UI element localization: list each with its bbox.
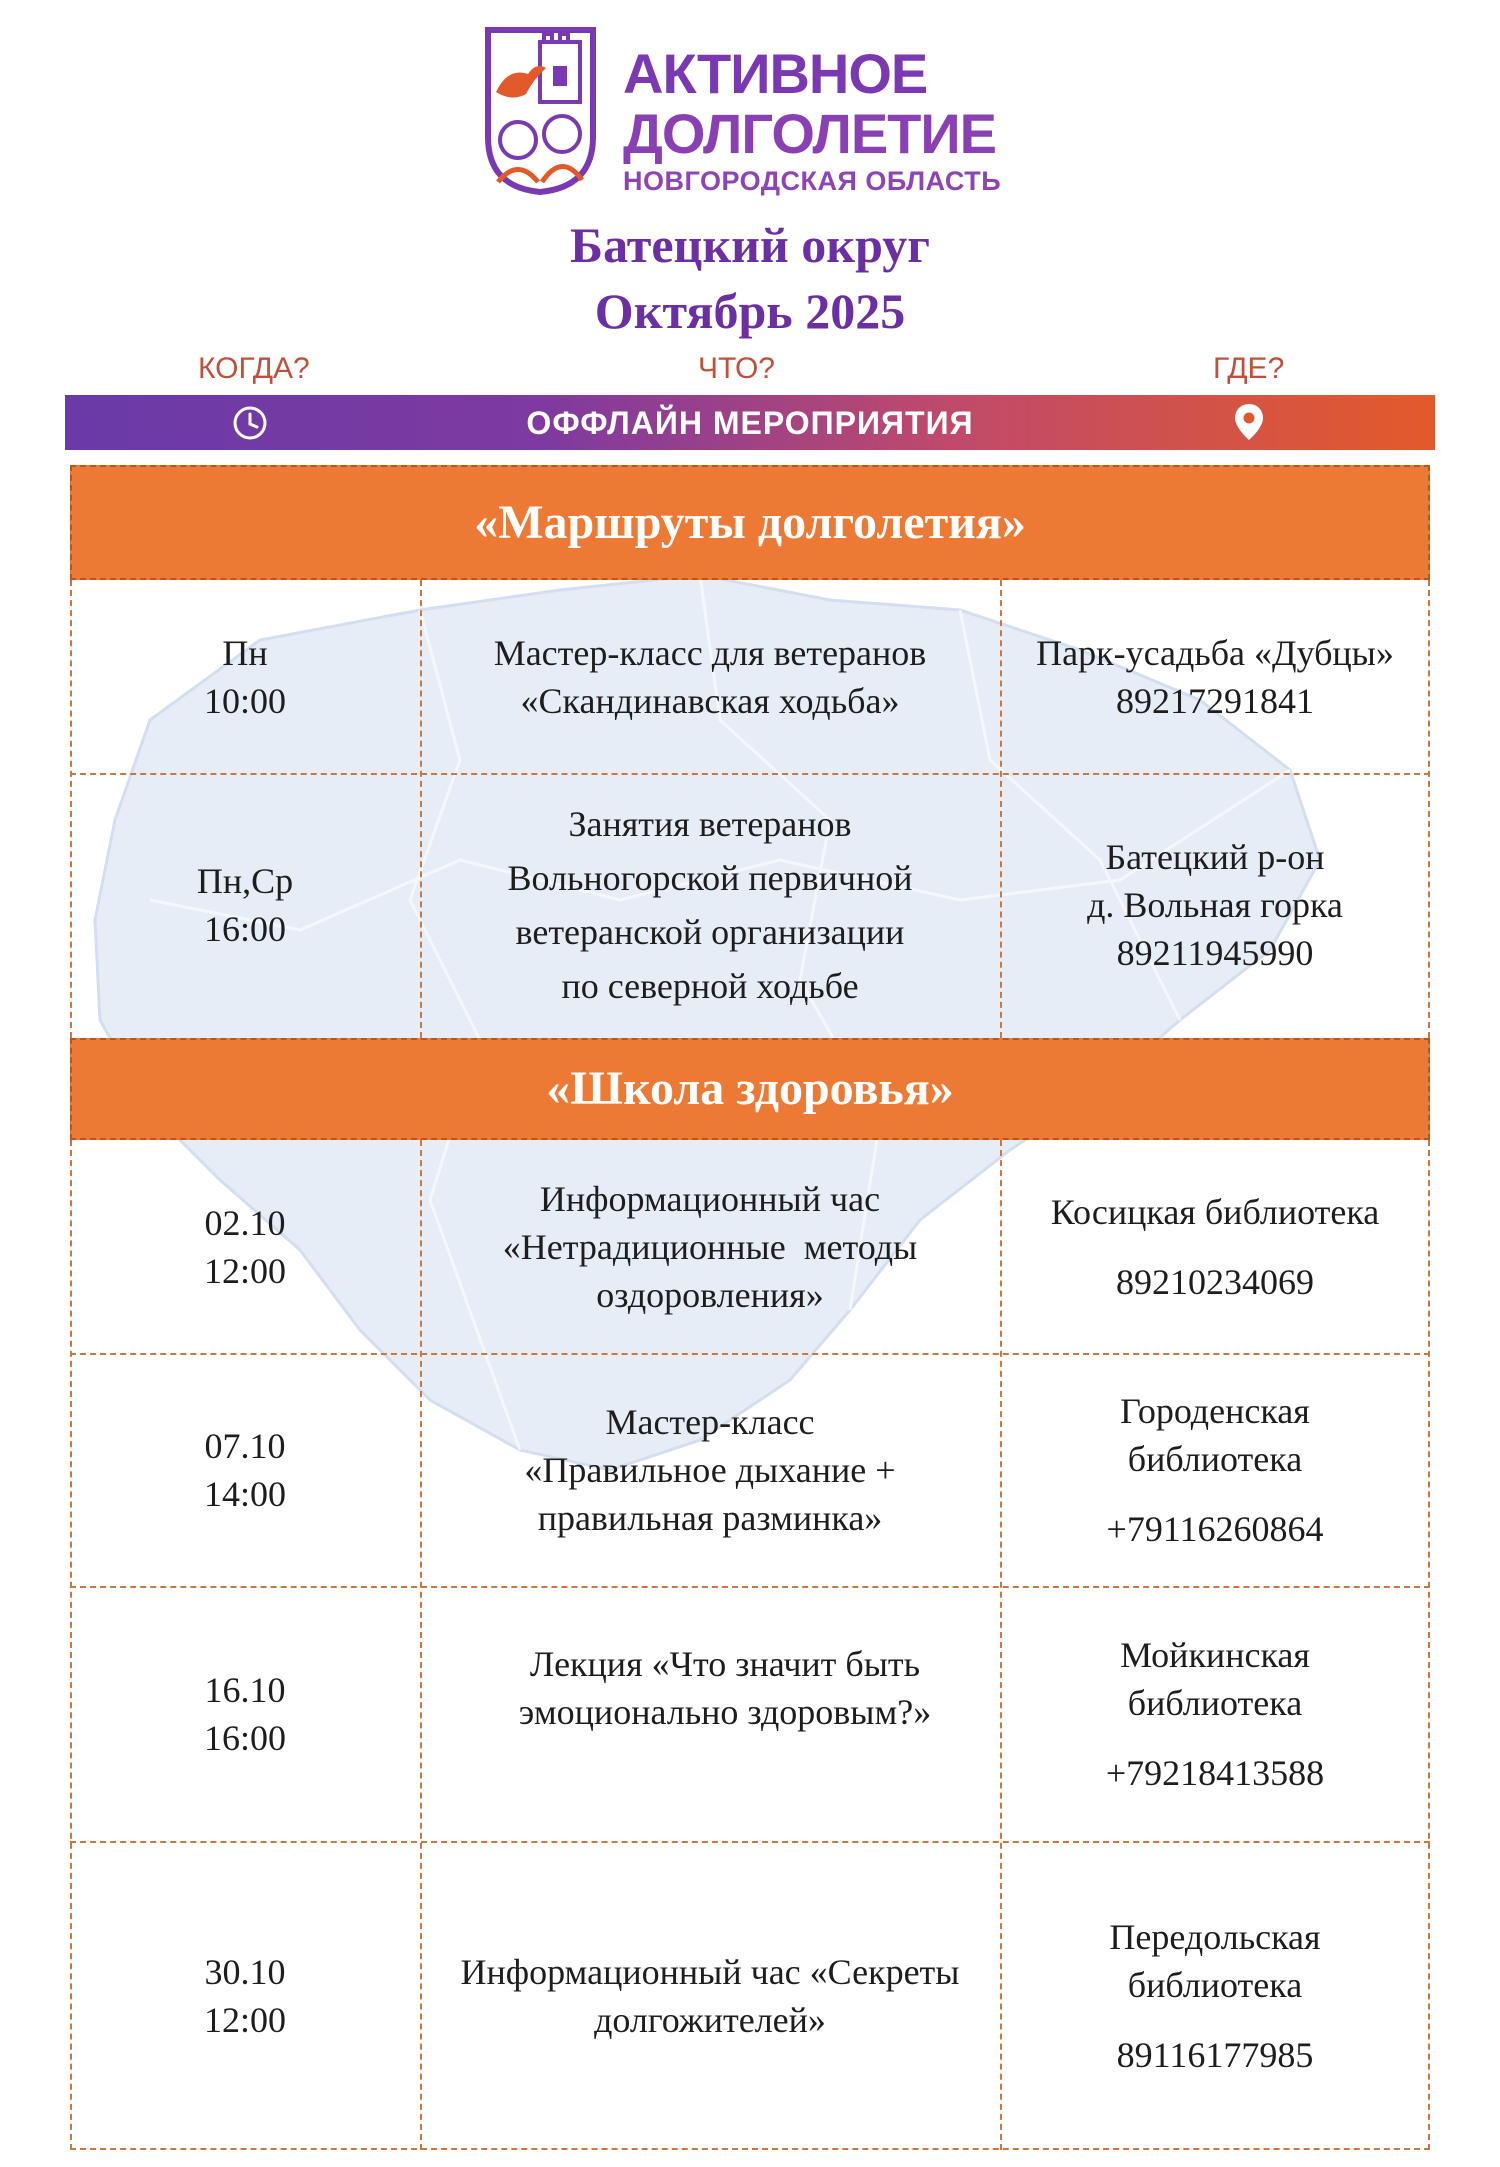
event-when bbox=[70, 1355, 420, 1585]
event-where bbox=[1000, 1843, 1430, 2148]
event-what bbox=[420, 1843, 1000, 2148]
table-divider bbox=[1000, 1140, 1002, 2150]
section-header-routes: «Маршруты долголетия» bbox=[70, 465, 1430, 580]
event-time: 16:00 bbox=[203, 909, 286, 949]
logo-line-3: НОВГОРОДСКАЯ ОБЛАСТЬ bbox=[623, 166, 1002, 196]
table-divider bbox=[70, 1841, 1430, 1843]
event-where bbox=[1000, 1355, 1430, 1585]
event-what bbox=[420, 1142, 1000, 1352]
table-border bbox=[70, 580, 72, 1038]
event-title-line: Информационный час bbox=[539, 1179, 881, 1219]
event-time: 10:00 bbox=[203, 681, 286, 721]
event-where bbox=[1000, 582, 1430, 772]
event-what bbox=[420, 775, 1000, 1035]
logo-emblem-icon bbox=[478, 22, 603, 197]
event-when bbox=[70, 775, 420, 1035]
page-header bbox=[0, 212, 1500, 344]
event-title-line: Занятия ветеранов bbox=[568, 804, 852, 844]
table-border bbox=[70, 1140, 72, 2150]
table-row bbox=[70, 775, 1430, 1035]
logo-line-1: АКТИВНОЕ bbox=[623, 42, 928, 105]
event-title-line: «Нетрадиционные методы bbox=[502, 1227, 918, 1267]
event-date: 30.10 bbox=[204, 1951, 286, 1992]
logo bbox=[478, 22, 1048, 200]
event-where bbox=[1000, 775, 1430, 1035]
table-row bbox=[70, 1588, 1430, 1840]
event-title-line: «Правильное дыхание + bbox=[524, 1450, 896, 1490]
page-title: Батецкий округ bbox=[570, 217, 930, 273]
table-border bbox=[1428, 580, 1430, 1038]
event-where bbox=[1000, 1588, 1430, 1840]
event-title-line: Мастер-класс bbox=[605, 1402, 815, 1442]
event-time: 16:00 bbox=[203, 1718, 286, 1758]
event-date: 07.10 bbox=[204, 1426, 286, 1466]
event-title-line: ветеранской организации bbox=[515, 912, 905, 952]
event-title-line: «Скандинавская ходьба» bbox=[520, 681, 900, 721]
event-when bbox=[70, 1843, 420, 2148]
column-where-label: ГДЕ? bbox=[1213, 352, 1285, 385]
event-time: 14:00 bbox=[203, 1474, 286, 1514]
event-what bbox=[420, 1355, 1000, 1585]
event-place: Городенская bbox=[1120, 1391, 1310, 1431]
table-row bbox=[70, 1142, 1430, 1352]
event-phone: +79218413588 bbox=[1105, 1753, 1325, 1793]
event-when bbox=[70, 1142, 420, 1352]
event-title-line: долгожителей» bbox=[594, 1999, 826, 2040]
table-divider bbox=[70, 1586, 1430, 1588]
event-where bbox=[1000, 1142, 1430, 1352]
event-title-line: эмоционально здоровым?» bbox=[518, 1692, 932, 1732]
logo-text bbox=[623, 44, 1001, 196]
table-divider bbox=[1000, 580, 1002, 1038]
event-title-line: Лекция «Что значит быть bbox=[529, 1644, 921, 1684]
event-date: 02.10 bbox=[204, 1203, 286, 1243]
event-when bbox=[70, 1588, 420, 1840]
column-what-label: ЧТО? bbox=[698, 352, 775, 385]
event-title-line: по северной ходьбе bbox=[561, 966, 859, 1006]
column-when-label: КОГДА? bbox=[198, 352, 310, 385]
logo-line-2: ДОЛГОЛЕТИЕ bbox=[623, 102, 996, 165]
event-phone: 89217291841 bbox=[1116, 681, 1314, 721]
event-place: д. Вольная горка bbox=[1087, 885, 1343, 925]
event-title-line: правильная разминка» bbox=[537, 1498, 883, 1538]
event-time: 12:00 bbox=[203, 1251, 286, 1291]
location-pin-icon bbox=[1232, 402, 1266, 442]
event-what bbox=[420, 582, 1000, 772]
event-place: библиотека bbox=[1127, 1683, 1303, 1723]
table-row bbox=[70, 582, 1430, 772]
event-place: Передольская bbox=[1109, 1916, 1321, 1957]
event-day: Пн,Ср bbox=[196, 861, 294, 901]
event-phone: 89116177985 bbox=[1116, 2034, 1314, 2075]
event-title-line: Мастер-класс для ветеранов bbox=[493, 633, 927, 673]
table-divider bbox=[420, 1140, 422, 2150]
table-divider bbox=[420, 580, 422, 1038]
offline-events-banner bbox=[65, 395, 1435, 450]
page-subtitle: Октябрь 2025 bbox=[594, 283, 906, 339]
event-place: библиотека bbox=[1127, 1439, 1303, 1479]
event-place: Батецкий р-он bbox=[1105, 837, 1325, 877]
table-border bbox=[1428, 1140, 1430, 2150]
event-time: 12:00 bbox=[203, 1999, 286, 2040]
event-phone: 89211945990 bbox=[1116, 933, 1314, 973]
event-place: Парк-усадьба «Дубцы» bbox=[1036, 633, 1394, 673]
event-day: Пн bbox=[222, 633, 268, 673]
section-header-health-school: «Школа здоровья» bbox=[70, 1038, 1430, 1140]
event-title-line: оздоровления» bbox=[596, 1275, 824, 1315]
event-date: 16.10 bbox=[204, 1670, 286, 1710]
banner-label: ОФФЛАЙН МЕРОПРИЯТИЯ bbox=[526, 405, 974, 441]
event-title-line: Информационный час «Секреты bbox=[460, 1951, 960, 1992]
table-divider bbox=[70, 1353, 1430, 1355]
event-when bbox=[70, 582, 420, 772]
event-title-line: Вольногорской первичной bbox=[507, 858, 913, 898]
event-place: библиотека bbox=[1127, 1964, 1303, 2005]
table-row bbox=[70, 1843, 1430, 2148]
table-border bbox=[70, 2148, 1430, 2150]
event-phone: 89210234069 bbox=[1116, 1262, 1314, 1302]
event-place: Косицкая библиотека bbox=[1050, 1192, 1380, 1232]
event-phone: +79116260864 bbox=[1106, 1509, 1324, 1549]
table-row bbox=[70, 1355, 1430, 1585]
event-place: Мойкинская bbox=[1120, 1635, 1310, 1675]
table-divider bbox=[70, 773, 1430, 775]
event-what bbox=[420, 1588, 1000, 1840]
